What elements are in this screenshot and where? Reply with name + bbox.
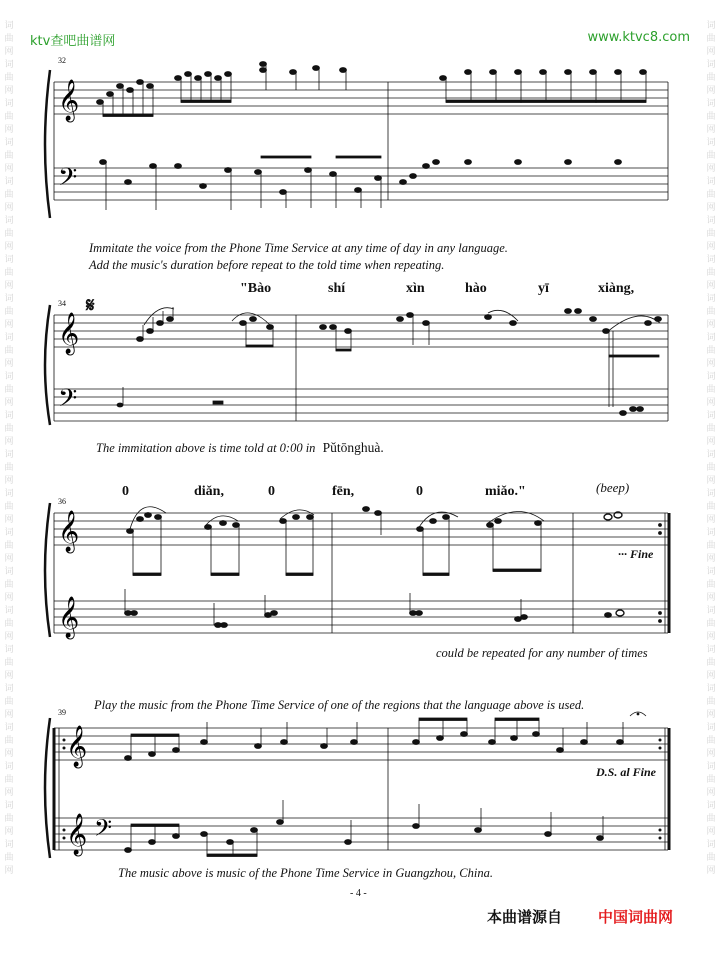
watermark-char: 曲	[4, 541, 14, 551]
watermark-char: 词	[706, 99, 716, 109]
right-watermark	[704, 20, 718, 878]
page-number: - 4 -	[350, 888, 367, 899]
watermark-char: 曲	[706, 385, 716, 395]
watermark-char: 词	[4, 450, 14, 460]
instruction-line-1: Immitate the voice from the Phone Time Service at any time of day in any language.	[89, 241, 508, 255]
play-instruction: Play the music from the Phone Time Service of one of the regions that the language above is used.	[94, 698, 585, 712]
watermark-char: 网	[4, 476, 14, 486]
watermark-char: 曲	[4, 112, 14, 122]
watermark-char: 曲	[4, 736, 14, 746]
watermark-char: 曲	[706, 697, 716, 707]
watermark-char: 曲	[706, 34, 716, 44]
watermark-char: 网	[4, 125, 14, 135]
measure-number: 36	[58, 497, 66, 506]
watermark-char: 词	[706, 372, 716, 382]
putonghua-term: Pǔtōnghuà.	[322, 440, 384, 455]
system-1-staves	[48, 50, 676, 220]
watermark-char: 词	[4, 801, 14, 811]
watermark-char: 网	[4, 359, 14, 369]
watermark-char: 曲	[706, 619, 716, 629]
watermark-char: 词	[706, 645, 716, 655]
watermark-char: 网	[706, 359, 716, 369]
watermark-char: 曲	[4, 229, 14, 239]
watermark-char: 曲	[4, 502, 14, 512]
guangzhou-note: The music above is music of the Phone Time Service in Guangzhou, China.	[118, 866, 493, 880]
watermark-char: 网	[706, 437, 716, 447]
lyric-syllable: 0	[122, 484, 129, 499]
fine-marking: ··· Fine	[618, 547, 654, 561]
watermark-char: 网	[4, 164, 14, 174]
watermark-char: 词	[706, 333, 716, 343]
watermark-char: 词	[706, 60, 716, 70]
immitation-note	[96, 440, 384, 456]
instruction-line-2: Add the music's duration before repeat to the told time when repeating.	[89, 258, 445, 272]
source-label: 本曲谱源自	[487, 908, 563, 926]
watermark-char: 词	[4, 528, 14, 538]
watermark-char: 词	[4, 606, 14, 616]
watermark-char: 网	[4, 203, 14, 213]
watermark-char: 网	[706, 593, 716, 603]
watermark-char: 词	[4, 138, 14, 148]
system-4-staves	[48, 708, 676, 863]
beep-marking: (beep)	[596, 480, 630, 495]
watermark-char: 词	[706, 411, 716, 421]
watermark-char: 词	[706, 684, 716, 694]
watermark-char: 词	[4, 21, 14, 31]
watermark-char: 网	[4, 437, 14, 447]
watermark-char: 网	[4, 749, 14, 759]
lyric-syllable: xìn	[406, 281, 425, 296]
watermark-char: 曲	[706, 190, 716, 200]
repeat-note: could be repeated for any number of times	[436, 646, 648, 660]
watermark-char: 曲	[4, 73, 14, 83]
measure-number: 39	[58, 708, 66, 717]
watermark-char: 网	[706, 710, 716, 720]
watermark-char: 网	[706, 47, 716, 57]
lyric-syllable: diǎn,	[194, 484, 224, 499]
watermark-char: 词	[706, 567, 716, 577]
watermark-char: 网	[706, 320, 716, 330]
watermark-char: 词	[706, 177, 716, 187]
watermark-char: 曲	[4, 775, 14, 785]
watermark-char: 曲	[4, 385, 14, 395]
svg-text:𝄞: 𝄞	[66, 814, 88, 855]
svg-text:𝄞: 𝄞	[58, 597, 80, 638]
watermark-char: 词	[706, 840, 716, 850]
source-brand-link[interactable]: 中国词曲网	[598, 908, 674, 926]
watermark-char: 曲	[4, 853, 14, 863]
watermark-char: 曲	[706, 658, 716, 668]
watermark-char: 网	[706, 554, 716, 564]
svg-text:𝄞: 𝄞	[58, 511, 80, 552]
watermark-char: 词	[4, 372, 14, 382]
watermark-char: 网	[4, 281, 14, 291]
immitation-note-text: The immitation above is time told at 0:00 in	[96, 441, 316, 455]
watermark-char: 词	[706, 489, 716, 499]
watermark-char: 网	[706, 827, 716, 837]
watermark-char: 网	[4, 827, 14, 837]
watermark-char: 曲	[4, 580, 14, 590]
watermark-char: 曲	[4, 463, 14, 473]
watermark-char: 网	[706, 398, 716, 408]
watermark-char: 网	[4, 632, 14, 642]
watermark-char: 网	[4, 710, 14, 720]
watermark-char: 网	[4, 398, 14, 408]
system-2-staves	[48, 295, 676, 430]
ds-al-fine-marking: D.S. al Fine	[596, 765, 657, 779]
watermark-char: 词	[706, 255, 716, 265]
watermark-char: 网	[4, 242, 14, 252]
watermark-char: 曲	[706, 853, 716, 863]
lyric-syllable: xiàng,	[598, 281, 635, 296]
left-watermark	[2, 20, 16, 878]
watermark-char: 网	[706, 281, 716, 291]
watermark-char: 曲	[706, 151, 716, 161]
watermark-char: 网	[706, 203, 716, 213]
svg-text:𝄞: 𝄞	[66, 726, 88, 767]
watermark-char: 曲	[706, 736, 716, 746]
watermark-char: 曲	[4, 658, 14, 668]
svg-text:𝄞: 𝄞	[58, 80, 80, 121]
watermark-char: 网	[706, 125, 716, 135]
watermark-char: 词	[4, 723, 14, 733]
watermark-char: 曲	[4, 346, 14, 356]
watermark-char: 网	[4, 866, 14, 876]
watermark-char: 曲	[706, 580, 716, 590]
system-2	[48, 295, 676, 435]
watermark-char: 曲	[706, 229, 716, 239]
watermark-char: 网	[706, 86, 716, 96]
watermark-char: 词	[4, 294, 14, 304]
watermark-char: 曲	[706, 463, 716, 473]
watermark-char: 网	[4, 671, 14, 681]
watermark-char: 词	[706, 216, 716, 226]
watermark-char: 词	[4, 60, 14, 70]
watermark-char: 曲	[706, 307, 716, 317]
watermark-char: 曲	[4, 190, 14, 200]
system-3	[48, 495, 676, 645]
watermark-char: 词	[706, 528, 716, 538]
svg-text:𝄞: 𝄞	[58, 313, 80, 354]
svg-text:𝄢: 𝄢	[58, 163, 78, 198]
watermark-char: 曲	[706, 346, 716, 356]
watermark-char: 曲	[706, 268, 716, 278]
measure-number: 34	[58, 299, 66, 308]
watermark-char: 词	[4, 99, 14, 109]
watermark-char: 曲	[4, 697, 14, 707]
watermark-char: 曲	[4, 814, 14, 824]
watermark-char: 词	[706, 450, 716, 460]
watermark-char: 网	[4, 320, 14, 330]
watermark-char: 词	[706, 723, 716, 733]
watermark-char: 网	[4, 593, 14, 603]
lyric-syllable: hào	[465, 281, 487, 296]
watermark-char: 词	[706, 606, 716, 616]
watermark-char: 网	[706, 515, 716, 525]
site-url-right[interactable]: www.ktvc8.com	[587, 30, 690, 45]
watermark-char: 词	[4, 567, 14, 577]
watermark-char: 网	[706, 749, 716, 759]
segno-sign: 𝄋	[86, 295, 95, 317]
lyric-syllable: miǎo."	[485, 484, 526, 499]
watermark-char: 网	[4, 788, 14, 798]
watermark-char: 曲	[706, 502, 716, 512]
svg-text:𝄢: 𝄢	[94, 814, 113, 847]
watermark-char: 词	[4, 684, 14, 694]
watermark-char: 网	[4, 554, 14, 564]
watermark-char: 网	[4, 515, 14, 525]
watermark-char: 曲	[706, 814, 716, 824]
watermark-char: 曲	[706, 112, 716, 122]
watermark-char: 曲	[706, 541, 716, 551]
watermark-char: 词	[4, 645, 14, 655]
watermark-char: 曲	[4, 268, 14, 278]
watermark-char: 网	[706, 866, 716, 876]
watermark-char: 词	[706, 21, 716, 31]
system-1	[48, 50, 676, 230]
system-3-staves	[48, 495, 676, 640]
watermark-char: 曲	[706, 775, 716, 785]
watermark-char: 曲	[4, 34, 14, 44]
watermark-char: 曲	[4, 424, 14, 434]
watermark-char: 网	[706, 164, 716, 174]
system-4	[48, 708, 676, 868]
watermark-char: 词	[4, 411, 14, 421]
watermark-char: 网	[706, 671, 716, 681]
watermark-char: 曲	[706, 424, 716, 434]
lyric-syllable: "Bào	[240, 281, 272, 296]
watermark-char: 词	[706, 801, 716, 811]
watermark-char: 词	[4, 489, 14, 499]
watermark-char: 曲	[4, 619, 14, 629]
watermark-char: 词	[4, 177, 14, 187]
watermark-char: 曲	[4, 151, 14, 161]
watermark-char: 网	[706, 632, 716, 642]
watermark-char: 词	[706, 294, 716, 304]
lyric-syllable: shí	[328, 281, 346, 296]
lyric-syllable: yī	[538, 281, 549, 296]
watermark-char: 词	[4, 840, 14, 850]
watermark-char: 网	[706, 476, 716, 486]
watermark-char: 曲	[706, 73, 716, 83]
watermark-char: 曲	[4, 307, 14, 317]
measure-number: 32	[58, 56, 66, 65]
site-name-left[interactable]: ktv查吧曲谱网	[30, 34, 116, 49]
lyric-syllable: fēn,	[332, 484, 355, 499]
svg-text:𝄢: 𝄢	[58, 384, 78, 419]
watermark-char: 网	[4, 86, 14, 96]
watermark-char: 词	[4, 762, 14, 772]
lyric-syllable: 0	[268, 484, 275, 499]
watermark-char: 词	[4, 216, 14, 226]
lyric-syllable: 0	[416, 484, 423, 499]
watermark-char: 词	[706, 138, 716, 148]
watermark-char: 词	[4, 333, 14, 343]
watermark-char: 词	[4, 255, 14, 265]
watermark-char: 网	[706, 242, 716, 252]
watermark-char: 网	[4, 47, 14, 57]
watermark-char: 网	[706, 788, 716, 798]
watermark-char: 词	[706, 762, 716, 772]
